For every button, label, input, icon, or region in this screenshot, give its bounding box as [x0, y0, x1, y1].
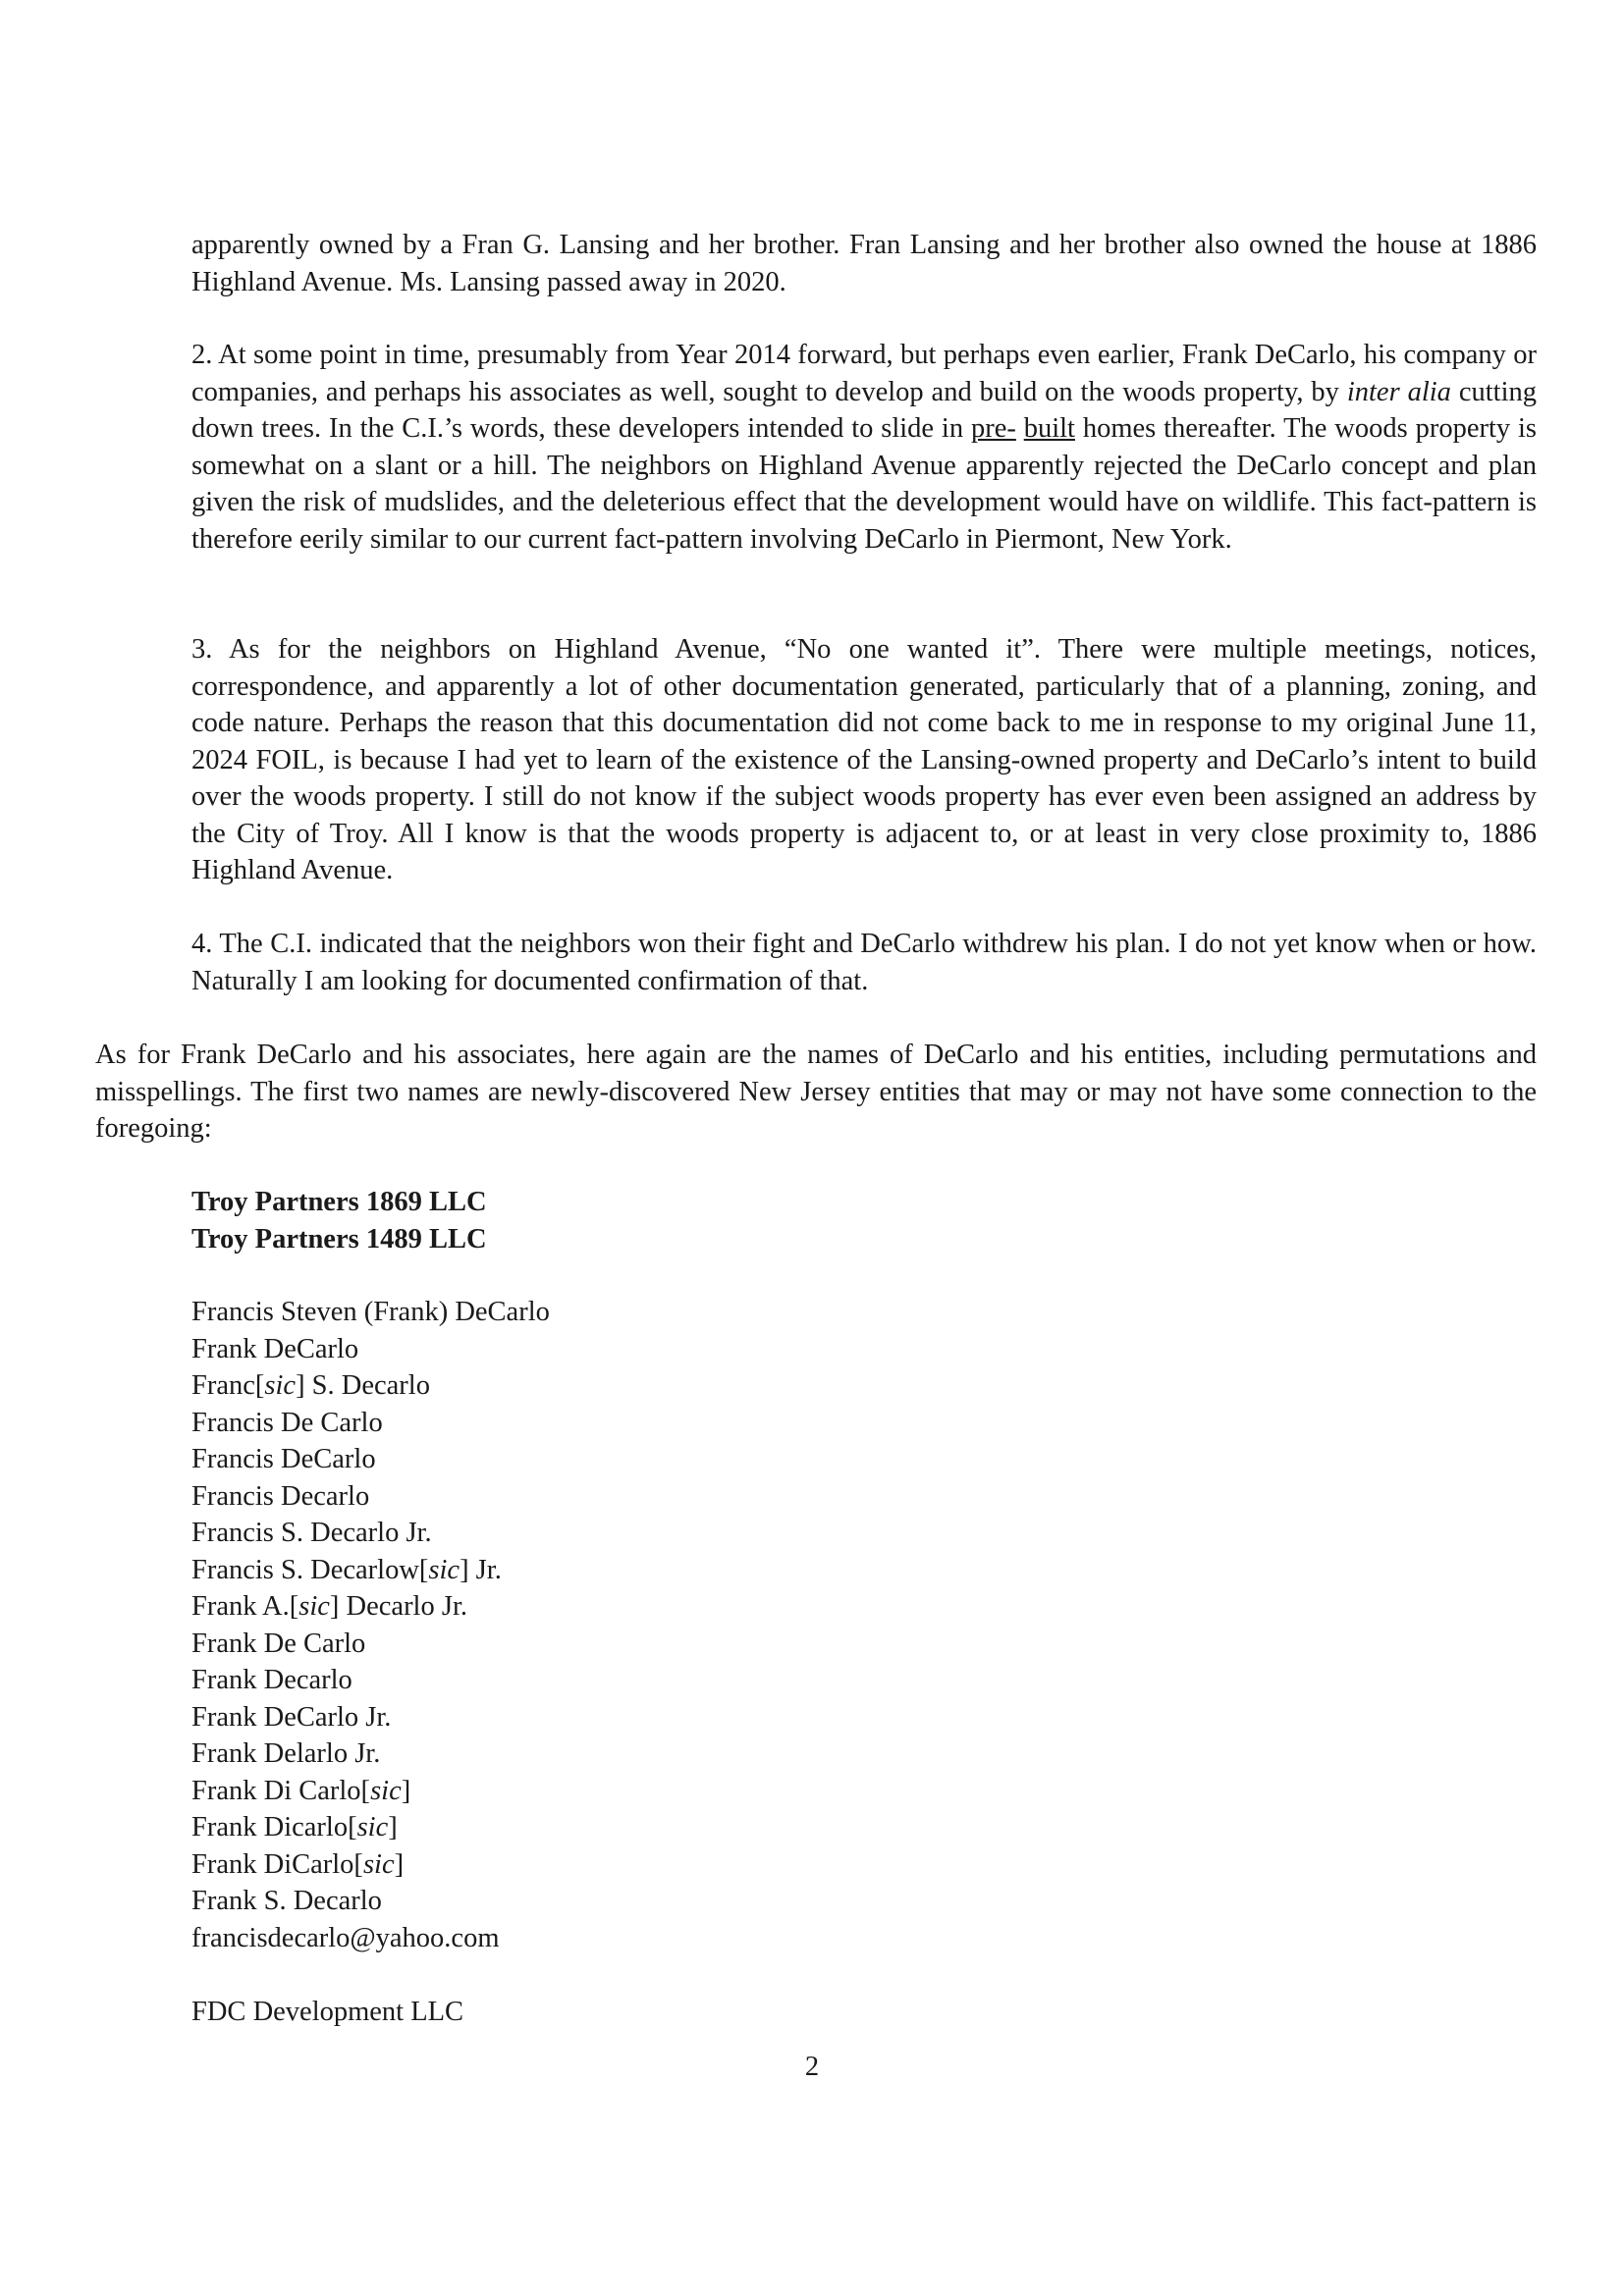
name-variant: Francis S. Decarlo Jr. [191, 1518, 432, 1548]
names-intro-text: As for Frank DeCarlo and his associates, here again are the names of DeCarlo and his entities, including permutations and misspellings. The first two names are newly-discovered New Jersey entities that may or may not have some connection to the foregoing: [95, 1040, 1537, 1144]
name-variant: Frank Di Carlo[sic] [191, 1775, 411, 1806]
name-variant-list [191, 1294, 550, 1956]
paragraph-2-underlined-a: pre- [970, 413, 1016, 444]
page-number: 2 [804, 2052, 820, 2082]
name-variant: Frank DeCarlo Jr. [191, 1701, 392, 1733]
name-variant: Francis DeCarlo [191, 1444, 376, 1474]
company-name: FDC Development LLC [191, 1997, 464, 2027]
paragraph-2-text-a: 2. At some point in time, presumably from Year 2014 forward, but perhaps even earlier, Frank DeCarlo, his company or companies, and perhaps his associates as well, sought to develop and build on the woods property, by [191, 340, 1537, 407]
paragraph-3 [191, 631, 1537, 889]
email-address: francisdecarlo@yahoo.com [191, 1922, 500, 1953]
name-variant: Frank Delarlo Jr. [191, 1738, 381, 1769]
paragraph-2-text-b: cutting down trees. In the C.I.’s words, these developers intended to slide in [191, 376, 1537, 444]
entity-name: Troy Partners 1489 LLC [191, 1223, 487, 1255]
name-variant: Franc[sic] S. Decarlo [191, 1370, 430, 1401]
name-variant: Francis S. Decarlow[sic] Jr. [191, 1554, 502, 1585]
continuation-paragraph [191, 227, 1537, 300]
paragraph-2-underlined-b: built [1023, 413, 1075, 444]
name-variant: Frank S. Decarlo [191, 1886, 382, 1916]
name-variant: Frank A.[sic] Decarlo Jr. [191, 1591, 467, 1622]
names-intro-paragraph [95, 1037, 1537, 1148]
name-variant: Frank Dicarlo[sic] [191, 1812, 398, 1842]
name-variant: Francis De Carlo [191, 1407, 383, 1438]
paragraph-2-text-c: homes thereafter. The woods property is somewhat on a slant or a hill. The neighbors on Highland Avenue apparently rejected the DeCarlo concept and plan given the risk of mudslides, and the deleterious effect that the development would have on wildlife. This fact-pattern is therefore eerily similar to our current fact-pattern involving DeCarlo in Piermont, New York. [191, 413, 1537, 555]
paragraph-2-italic: inter alia [1346, 376, 1451, 407]
paragraph-2 [191, 337, 1537, 558]
paragraph-4-text: 4. The C.I. indicated that the neighbors won their fight and DeCarlo withdrew his plan. I do not yet know when or how. Naturally I am looking for documented confirmation of that. [191, 929, 1537, 996]
name-variant: Frank De Carlo [191, 1628, 366, 1659]
entity-list [191, 1184, 487, 1257]
paragraph-3-text: 3. As for the neighbors on Highland Avenue, “No one wanted it”. There were multiple meetings, notices, correspondence, and apparently a lot of other documentation generated, particularly that of a planning, zoning, and code nature. Perhaps the reason that this documentation did not come back to me in response to my original June 11, 2024 FOIL, is because I had yet to learn of the existence of the Lansing-owned property and DeCarlo’s intent to build over the woods property. I still do not know if the subject woods property has ever even been assigned an address by the City of Troy. All I know is that the woods property is adjacent to, or at least in very close proximity to, 1886 Highland Avenue. [191, 634, 1537, 885]
entity-name: Troy Partners 1869 LLC [191, 1187, 487, 1217]
continuation-text: apparently owned by a Fran G. Lansing and her brother. Fran Lansing and her brother also owned the house at 1886 Highland Avenue. Ms. Lansing passed away in 2020. [191, 230, 1537, 297]
paragraph-4 [191, 926, 1537, 999]
name-variant: Francis Steven (Frank) DeCarlo [191, 1297, 550, 1327]
name-variant: Frank Decarlo [191, 1665, 352, 1695]
name-variant: Francis Decarlo [191, 1480, 370, 1512]
name-variant: Frank DeCarlo [191, 1333, 359, 1364]
name-variant: Frank DiCarlo[sic] [191, 1848, 405, 1880]
